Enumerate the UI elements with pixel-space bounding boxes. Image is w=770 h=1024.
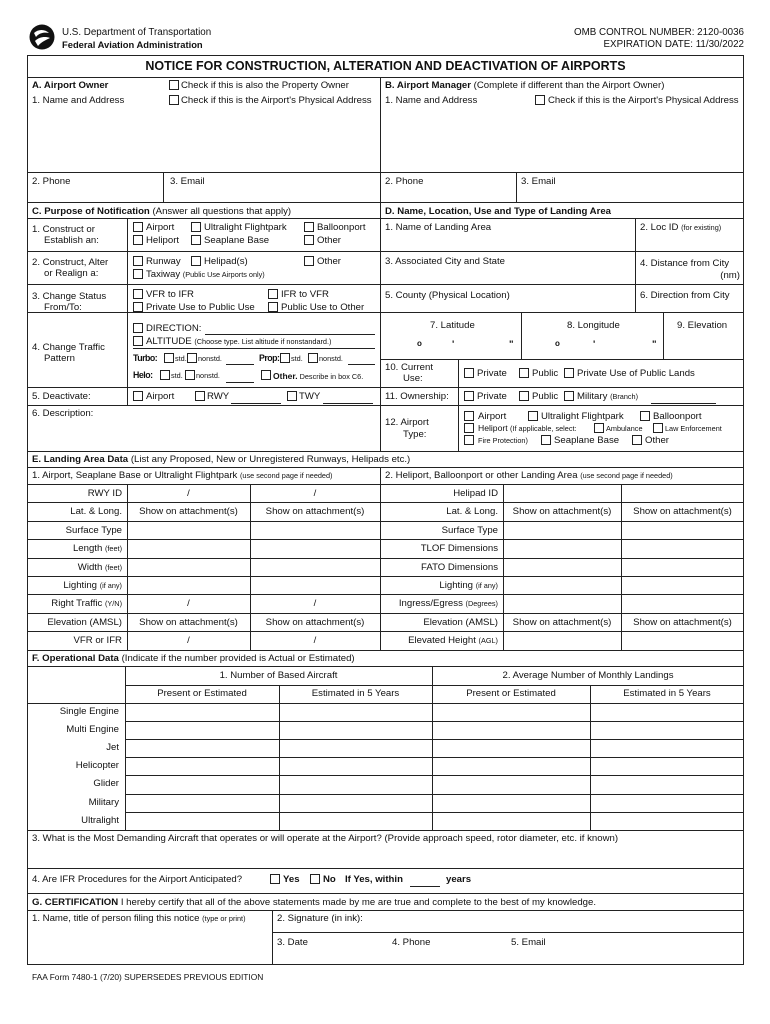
d12-other-checkbox[interactable]	[632, 435, 642, 445]
e-right-row-label: Lighting (if any)	[439, 580, 498, 591]
c4-helo-std-checkbox[interactable]	[160, 370, 170, 380]
e-left-row-label: Elevation (AMSL)	[47, 616, 122, 628]
f-aircraft-type-label: Military	[88, 796, 119, 808]
c4-direction-checkbox[interactable]	[133, 323, 143, 333]
lat-min-symbol: '	[452, 339, 455, 350]
e-left-cell-1[interactable]: Show on attachment(s)	[139, 616, 238, 628]
dot-seal-logo	[29, 24, 55, 50]
d4-distance-label: 4. Distance from City	[640, 258, 730, 269]
e-right-row-label: Elevation (AMSL)	[423, 616, 498, 628]
f-aircraft-type-label: Single Engine	[59, 706, 119, 717]
d12-fire-checkbox[interactable]	[464, 435, 474, 445]
owner-is-property-owner-label: Check if this is also the Property Owner	[181, 80, 349, 91]
d10-private-label: Private	[477, 368, 507, 379]
c4-turbo-label: Turbo:	[133, 353, 158, 363]
c1-other-label: Other	[317, 235, 341, 246]
c1-seaplane-label: Seaplane Base	[204, 235, 270, 246]
g4-phone-label: 4. Phone	[392, 937, 431, 948]
c5-rwy-label: RWY	[207, 391, 230, 402]
f4-yes-checkbox[interactable]	[270, 874, 280, 884]
g1-name-label: 1. Name, title of person filing this notice (type or print)	[32, 913, 246, 924]
form-footer: FAA Form 7480-1 (7/20) SUPERSEDES PREVIOUS EDITION	[32, 972, 264, 982]
d12-balloonport-label: Balloonport	[653, 411, 702, 422]
e-left-row-label: Length (feet)	[72, 543, 122, 555]
c1-heliport-label: Heliport	[146, 235, 180, 246]
c5-airport-checkbox[interactable]	[133, 391, 143, 401]
d3-city-label: 3. Associated City and State	[385, 256, 505, 267]
c4-helo-nonstd-label: nonstd.	[196, 371, 220, 380]
c2-helipad-label: Helipad(s)	[204, 256, 248, 267]
d12-seaplane-checkbox[interactable]	[541, 435, 551, 445]
d8-longitude-label: 8. Longitude	[567, 320, 620, 331]
d2-locid-label: 2. Loc ID (for existing)	[640, 222, 722, 233]
e1-title: 1. Airport, Seaplane Base or Ultralight Flightpark (use second page if needed)	[32, 470, 333, 481]
e-right-row-label: Surface Type	[441, 524, 498, 536]
d10-public-lands-checkbox[interactable]	[564, 368, 574, 378]
c3-label-line2: From/To:	[44, 302, 82, 313]
d10-public-lands-label: Private Use of Public Lands	[577, 368, 695, 379]
owner-email-label: 3. Email	[170, 176, 205, 187]
c3-private-to-public-label: Private Use to Public Use	[146, 302, 255, 313]
c5-twy-checkbox[interactable]	[287, 391, 297, 401]
c2-label-line2: or Realign a:	[44, 268, 99, 279]
c3-label-line1: 3. Change Status	[32, 291, 107, 302]
d9-elevation-label: 9. Elevation	[677, 320, 728, 331]
c5-airport-label: Airport	[146, 391, 175, 402]
c4-prop-label: Prop:	[259, 353, 280, 363]
d12-label-line2: Type:	[403, 429, 427, 440]
d10-label-line2: Use:	[403, 373, 423, 384]
c2-label-line1: 2. Construct, Alter	[32, 257, 109, 268]
c2-other-checkbox[interactable]	[304, 256, 314, 266]
omb-number: OMB CONTROL NUMBER: 2120-0036	[573, 27, 744, 38]
f4-within-label: If Yes, within	[345, 874, 403, 885]
lon-deg-symbol: o	[555, 339, 560, 348]
c2-other-label: Other	[317, 256, 341, 267]
e-left-cell-2[interactable]: /	[313, 635, 317, 647]
g2-signature-label: 2. Signature (in ink):	[277, 913, 363, 924]
c5-label: 5. Deactivate:	[32, 391, 91, 402]
f2-present-header: Present or Estimated	[466, 688, 556, 699]
agency-name: Federal Aviation Administration	[62, 39, 203, 50]
e-left-row-label: Lighting (if any)	[63, 580, 122, 591]
manager-phone-label: 2. Phone	[385, 176, 424, 187]
c4-altitude-checkbox[interactable]	[133, 336, 143, 346]
manager-physical-address-checkbox[interactable]	[535, 95, 545, 105]
d12-heliport-checkbox[interactable]	[464, 423, 474, 433]
e-left-cell-2[interactable]: /	[313, 488, 317, 499]
d12-ultralight-checkbox[interactable]	[528, 411, 538, 421]
owner-physical-address-label: Check if this is the Airport's Physical Address	[181, 95, 372, 106]
f1-based-aircraft-header: 1. Number of Based Aircraft	[219, 670, 338, 681]
c4-label-line2: Pattern	[44, 353, 75, 364]
d1-name-label: 1. Name of Landing Area	[385, 222, 492, 233]
c4-other-checkbox[interactable]	[261, 370, 271, 380]
c3-ifr-to-vfr-checkbox[interactable]	[268, 289, 278, 299]
c5-rwy-checkbox[interactable]	[195, 391, 205, 401]
c4-prop-nonstd-checkbox[interactable]	[308, 353, 318, 363]
e-left-cell-2[interactable]: Show on attachment(s)	[265, 616, 365, 628]
d12-label-line1: 12. Airport	[385, 417, 429, 428]
c4-prop-std-label: std.	[291, 354, 303, 363]
c4-turbo-nonstd-checkbox[interactable]	[187, 353, 197, 363]
form-title: NOTICE FOR CONSTRUCTION, ALTERATION AND DEACTIVATION OF AIRPORTS	[145, 59, 626, 73]
e-right-cell-1[interactable]: Show on attachment(s)	[512, 506, 612, 518]
e-right-row-label: Ingress/Egress (Degrees)	[398, 598, 498, 610]
d7-latitude-label: 7. Latitude	[430, 320, 475, 331]
manager-physical-address-label: Check if this is the Airport's Physical Address	[548, 95, 739, 106]
f2-future-header: Estimated in 5 Years	[623, 688, 711, 699]
lon-min-symbol: '	[593, 339, 596, 350]
c4-turbo-nonstd-label: nonstd.	[198, 354, 222, 363]
d10-private-checkbox[interactable]	[464, 368, 474, 378]
c4-turbo-std-label: std.	[175, 354, 187, 363]
c4-altitude-label: ALTITUDE (Choose type. List altitude if nonstandard.)	[146, 336, 332, 347]
g3-date-label: 3. Date	[277, 937, 308, 948]
expiration-date: EXPIRATION DATE: 11/30/2022	[603, 39, 744, 50]
owner-is-property-owner-checkbox[interactable]	[169, 80, 179, 90]
c3-vfr-to-ifr-checkbox[interactable]	[133, 289, 143, 299]
f4-yes-label: Yes	[283, 874, 300, 885]
e-right-row-label: TLOF Dimensions	[420, 543, 498, 555]
section-c-heading: C. Purpose of Notification (Answer all questions that apply)	[32, 206, 292, 217]
manager-name-label: 1. Name and Address	[385, 95, 478, 106]
section-d-heading: D. Name, Location, Use and Type of Landing Area	[385, 206, 612, 217]
d12-ambulance-label: Ambulance	[606, 424, 643, 433]
dept-name: U.S. Department of Transportation	[62, 27, 212, 38]
c1-airport-checkbox[interactable]	[133, 222, 143, 232]
c1-ultralight-label: Ultralight Flightpark	[204, 222, 287, 233]
f1-present-header: Present or Estimated	[157, 688, 247, 699]
c2-runway-label: Runway	[146, 256, 181, 267]
c3-ifr-to-vfr-label: IFR to VFR	[281, 289, 329, 300]
e-right-row-label: Lat. & Long.	[446, 506, 498, 518]
e-left-cell-2[interactable]: /	[313, 598, 317, 610]
c4-direction-label: DIRECTION:	[146, 323, 202, 334]
e-left-cell-2[interactable]: Show on attachment(s)	[265, 506, 365, 518]
c1-seaplane-checkbox[interactable]	[191, 235, 201, 245]
d11-public-label: Public	[532, 391, 559, 402]
owner-name-label: 1. Name and Address	[32, 95, 125, 106]
d12-airport-checkbox[interactable]	[464, 411, 474, 421]
e-left-cell-1[interactable]: /	[187, 598, 190, 610]
f4-ifr-label: 4. Are IFR Procedures for the Airport Anticipated?	[32, 874, 243, 885]
e-left-cell-1[interactable]: /	[187, 635, 190, 647]
owner-physical-address-checkbox[interactable]	[169, 95, 179, 105]
f-aircraft-type-label: Helicopter	[75, 760, 119, 772]
d12-ultralight-label: Ultralight Flightpark	[541, 411, 624, 422]
d11-military-checkbox[interactable]	[564, 391, 574, 401]
d11-private-label: Private	[477, 391, 507, 402]
owner-phone-label: 2. Phone	[32, 176, 71, 187]
c1-balloonport-checkbox[interactable]	[304, 222, 314, 232]
c4-prop-nonstd-label: nonstd.	[319, 354, 343, 363]
c4-helo-nonstd-checkbox[interactable]	[185, 370, 195, 380]
c4-prop-std-checkbox[interactable]	[280, 353, 290, 363]
lon-sec-symbol: "	[652, 339, 657, 350]
c2-taxiway-checkbox[interactable]	[133, 269, 143, 279]
f4-no-label: No	[323, 874, 336, 885]
f1-future-header: Estimated in 5 Years	[311, 688, 400, 699]
e-left-cell-1[interactable]: /	[187, 488, 190, 499]
e-right-cell-1[interactable]: Show on attachment(s)	[512, 616, 612, 628]
f2-monthly-landings-header: 2. Average Number of Monthly Landings	[502, 670, 674, 681]
c1-ultralight-checkbox[interactable]	[191, 222, 201, 232]
section-b-heading: B. Airport Manager (Complete if different than the Airport Owner)	[385, 80, 665, 91]
f3-demanding-aircraft-label: 3. What is the Most Demanding Aircraft that operates or will operate at the Airport? (Provide approach speed, rotor diameter, etc. if known)	[32, 833, 619, 844]
manager-email-label: 3. Email	[521, 176, 556, 187]
c3-vfr-to-ifr-label: VFR to IFR	[146, 289, 194, 300]
f4-years-label: years	[446, 874, 472, 885]
c1-other-checkbox[interactable]	[304, 235, 314, 245]
d12-fire-label: Fire Protection)	[478, 436, 528, 445]
d12-seaplane-label: Seaplane Base	[554, 435, 620, 446]
c1-airport-label: Airport	[146, 222, 175, 233]
d11-public-checkbox[interactable]	[519, 391, 529, 401]
section-a-heading: A. Airport Owner	[32, 80, 109, 91]
d11-private-checkbox[interactable]	[464, 391, 474, 401]
d11-military-label: Military (Branch)	[577, 391, 639, 402]
c1-balloonport-label: Balloonport	[317, 222, 366, 233]
d12-heliport-label: Heliport (If applicable, select:	[478, 423, 577, 433]
d12-balloonport-checkbox[interactable]	[640, 411, 650, 421]
c1-label-line2: Establish an:	[44, 235, 99, 246]
c4-helo-std-label: std.	[171, 371, 183, 380]
section-e-heading: E. Landing Area Data (List any Proposed, New or Unregistered Runways, Helipads etc.)	[32, 454, 411, 465]
c4-helo-label: Helo:	[133, 370, 153, 380]
g5-email-label: 5. Email	[511, 937, 546, 948]
c2-helipad-checkbox[interactable]	[191, 256, 201, 266]
d12-law-label: Law Enforcement	[665, 424, 722, 433]
e-left-cell-1[interactable]: Show on attachment(s)	[139, 506, 238, 518]
f-aircraft-type-label: Ultralight	[81, 814, 119, 826]
c4-other-label: Other. Describe in box C6.	[273, 371, 364, 381]
e-left-row-label: Lat. & Long.	[70, 506, 122, 518]
d4-distance-unit: (nm)	[720, 270, 740, 281]
lat-sec-symbol: "	[509, 339, 514, 350]
section-g-heading: G. CERTIFICATION I hereby certify that all of the above statements made by me are true and complete to the best of my knowledge.	[32, 897, 596, 908]
d12-law-checkbox[interactable]	[653, 423, 663, 433]
lat-deg-symbol: o	[417, 339, 422, 348]
e-left-row-label: Surface Type	[65, 524, 122, 536]
d12-ambulance-checkbox[interactable]	[594, 423, 604, 433]
c1-label-line1: 1. Construct or	[32, 224, 95, 235]
e-left-row-label: VFR or IFR	[73, 635, 122, 647]
e-right-row-label: Helipad ID	[453, 488, 498, 499]
f4-no-checkbox[interactable]	[310, 874, 320, 884]
f-aircraft-type-label: Jet	[106, 742, 119, 754]
c2-runway-checkbox[interactable]	[133, 256, 143, 266]
e-right-cell-2[interactable]: Show on attachment(s)	[633, 616, 732, 628]
c3-public-to-other-label: Public Use to Other	[281, 302, 365, 313]
e-right-row-label: FATO Dimensions	[421, 561, 498, 573]
section-f-heading: F. Operational Data (Indicate if the number provided is Actual or Estimated)	[32, 653, 355, 664]
d5-county-label: 5. County (Physical Location)	[385, 290, 510, 301]
c5-twy-label: TWY	[299, 391, 321, 402]
e-left-row-label: RWY ID	[87, 488, 122, 499]
c4-label-line1: 4. Change Traffic	[32, 342, 105, 353]
e-left-row-label: Width (feet)	[77, 561, 122, 573]
d10-public-checkbox[interactable]	[519, 368, 529, 378]
e-left-row-label: Right Traffic (Y/N)	[51, 598, 122, 610]
d10-label-line1: 10. Current	[385, 362, 433, 373]
e2-title: 2. Heliport, Balloonport or other Landing Area (use second page if needed)	[385, 470, 673, 481]
f-aircraft-type-label: Glider	[93, 778, 119, 790]
c3-public-to-other-checkbox[interactable]	[268, 302, 278, 312]
d12-airport-label: Airport	[478, 411, 507, 422]
e-right-row-label: Elevated Height (AGL)	[408, 635, 498, 647]
f-aircraft-type-label: Multi Engine	[66, 724, 119, 736]
c6-description-label: 6. Description:	[32, 408, 94, 419]
d6-direction-label: 6. Direction from City	[640, 290, 730, 301]
d11-ownership-label: 11. Ownership:	[385, 391, 449, 402]
c4-turbo-std-checkbox[interactable]	[164, 353, 174, 363]
e-right-cell-2[interactable]: Show on attachment(s)	[633, 506, 732, 518]
d12-other-label: Other	[645, 435, 669, 446]
c2-taxiway-label: Taxiway (Public Use Airports only)	[146, 269, 265, 280]
c1-heliport-checkbox[interactable]	[133, 235, 143, 245]
c3-private-to-public-checkbox[interactable]	[133, 302, 143, 312]
d10-public-label: Public	[532, 368, 559, 379]
